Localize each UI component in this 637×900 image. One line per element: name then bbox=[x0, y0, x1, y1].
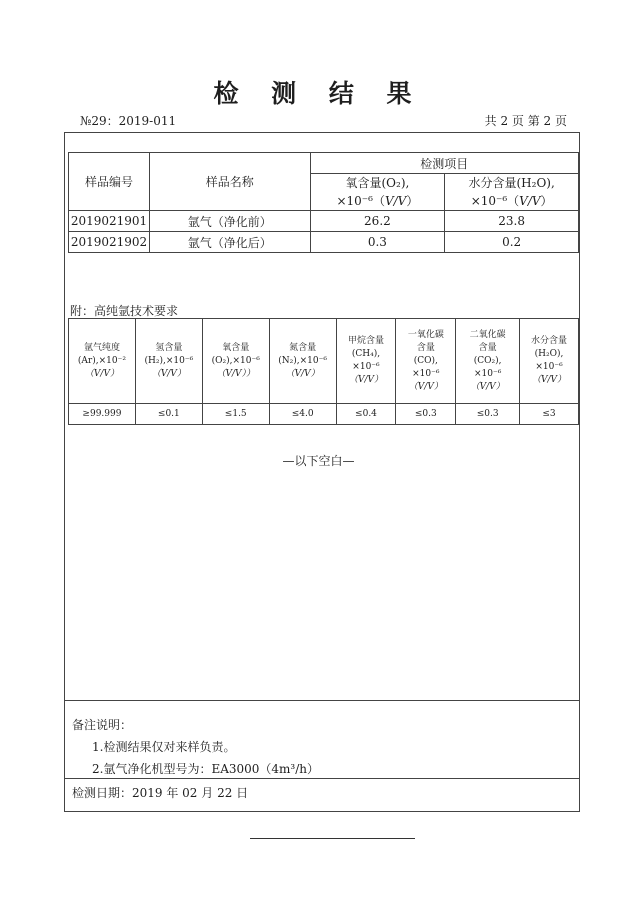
table-row bbox=[69, 211, 579, 232]
req-header-line: 二氧化碳 bbox=[469, 329, 506, 340]
results-table bbox=[68, 152, 579, 253]
oxygen-value-cell: 0.3 bbox=[310, 232, 445, 253]
requirements-header-row bbox=[69, 319, 579, 404]
signature-line bbox=[250, 838, 415, 839]
req-header-line: 氢含量 bbox=[155, 342, 183, 353]
requirements-value-row bbox=[69, 404, 579, 425]
req-header-line: （V/V）） bbox=[216, 368, 255, 379]
req-header-line: 氩气纯度 bbox=[83, 342, 120, 353]
header-water-line2 bbox=[445, 192, 578, 210]
req-header-line: （V/V） bbox=[285, 368, 320, 379]
water-unit-close: ） bbox=[540, 194, 553, 208]
req-header-line: (H₂O), bbox=[534, 349, 564, 359]
req-header-n2 bbox=[269, 319, 336, 404]
sample-name-cell: 氩气（净化后） bbox=[149, 232, 310, 253]
req-header-line: (H₂),×10⁻⁶ bbox=[144, 355, 194, 366]
oxygen-unit-close: ） bbox=[406, 194, 419, 208]
header-oxygen bbox=[310, 174, 445, 211]
req-header-line: （V/V） bbox=[470, 381, 505, 392]
results-header-row bbox=[69, 153, 579, 174]
req-header-line: 氮含量 bbox=[289, 342, 317, 353]
sample-no-cell: 2019021901 bbox=[69, 211, 150, 232]
oxygen-value-cell: 26.2 bbox=[310, 211, 445, 232]
req-header-line: ×10⁻⁶ bbox=[473, 368, 502, 379]
req-header-h2 bbox=[135, 319, 202, 404]
req-header-line: 水分含量 bbox=[531, 336, 568, 346]
req-value-h2: ≤0.1 bbox=[135, 404, 202, 425]
req-header-line: 一氧化碳 bbox=[407, 329, 444, 340]
req-header-co2 bbox=[456, 319, 520, 404]
req-header-line: ×10⁻⁶ bbox=[352, 362, 380, 372]
req-header-line: (CO₂), bbox=[473, 355, 502, 366]
req-header-line: （V/V） bbox=[348, 375, 383, 385]
end-mark: —以下空白— bbox=[282, 454, 355, 468]
notes-divider bbox=[64, 700, 580, 701]
req-header-ar bbox=[69, 319, 136, 404]
header-sample-no: 样品编号 bbox=[69, 153, 150, 211]
document-title: 检 测 结 果 bbox=[213, 79, 424, 108]
report-number: №29：2019-011 bbox=[80, 114, 177, 128]
req-header-co bbox=[396, 319, 456, 404]
req-header-line: ×10⁻⁶ bbox=[535, 362, 563, 372]
water-value-cell: 23.8 bbox=[445, 211, 579, 232]
req-value-o2: ≤1.5 bbox=[202, 404, 269, 425]
header-test-items: 检测项目 bbox=[310, 153, 578, 174]
req-header-line: 甲烷含量 bbox=[347, 336, 384, 346]
req-header-line: (N₂),×10⁻⁶ bbox=[278, 355, 327, 366]
req-header-line: (CO), bbox=[413, 355, 438, 366]
req-header-h2o bbox=[520, 319, 579, 404]
oxygen-unit-prefix: ×10⁻⁶（ bbox=[336, 194, 385, 208]
requirements-table bbox=[68, 318, 579, 425]
header-oxygen-line2 bbox=[311, 192, 445, 210]
req-header-line: 氧含量 bbox=[222, 342, 250, 353]
req-header-line: （V/V） bbox=[151, 368, 186, 379]
req-header-line: ×10⁻⁶ bbox=[412, 368, 440, 379]
water-unit-prefix: ×10⁻⁶（ bbox=[470, 194, 520, 208]
req-header-ch4 bbox=[336, 319, 396, 404]
req-header-line: (O₂),×10⁻⁶ bbox=[211, 355, 260, 366]
water-value-cell: 0.2 bbox=[445, 232, 579, 253]
req-value-ar: ≥99.999 bbox=[69, 404, 136, 425]
sample-name-cell: 氩气（净化前） bbox=[149, 211, 310, 232]
header-sample-name: 样品名称 bbox=[149, 153, 310, 211]
req-header-line: (CH₄), bbox=[351, 349, 381, 359]
water-unit-vv: V/V bbox=[519, 194, 541, 208]
note-item: 2.氩气净化机型号为：EA3000（4m³/h） bbox=[92, 762, 320, 776]
note-item: 1.检测结果仅对来样负责。 bbox=[92, 740, 236, 754]
req-header-line: （V/V） bbox=[408, 381, 443, 392]
req-header-line: 含量 bbox=[478, 342, 497, 353]
req-header-line: (Ar),×10⁻² bbox=[77, 355, 126, 366]
req-value-co2: ≤0.3 bbox=[456, 404, 520, 425]
appendix-title: 附：高纯氩技术要求 bbox=[70, 304, 179, 318]
table-row bbox=[69, 232, 579, 253]
date-divider bbox=[64, 778, 580, 779]
sample-no-cell: 2019021902 bbox=[69, 232, 150, 253]
page-info: 共 2 页 第 2 页 bbox=[484, 114, 567, 128]
header-water bbox=[445, 174, 579, 211]
req-value-h2o: ≤3 bbox=[520, 404, 579, 425]
req-header-line: （V/V） bbox=[84, 368, 119, 379]
header-water-line1: 水分含量(H₂O), bbox=[468, 176, 555, 190]
req-header-line: 含量 bbox=[416, 342, 435, 353]
test-date: 检测日期：2019 年 02 月 22 日 bbox=[72, 786, 249, 800]
header-oxygen-line1: 氧含量(O₂), bbox=[345, 176, 410, 190]
notes-title: 备注说明： bbox=[72, 718, 133, 732]
req-value-co: ≤0.3 bbox=[396, 404, 456, 425]
req-header-o2 bbox=[202, 319, 269, 404]
oxygen-unit-vv: V/V bbox=[384, 194, 407, 208]
req-header-line: （V/V） bbox=[532, 375, 567, 385]
req-value-ch4: ≤0.4 bbox=[336, 404, 396, 425]
req-value-n2: ≤4.0 bbox=[269, 404, 336, 425]
